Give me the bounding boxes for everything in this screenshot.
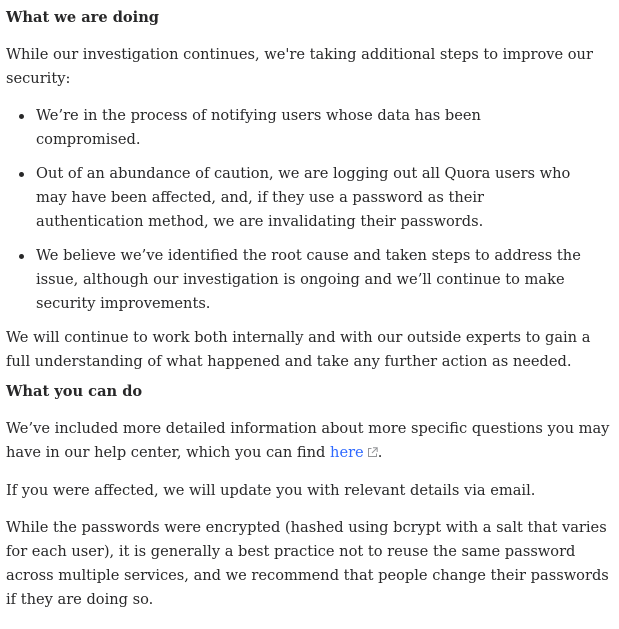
external-link-icon (367, 442, 378, 466)
help-center-paragraph (6, 417, 613, 466)
closing-paragraph: We will continue to work both internally and with our outside experts to gain a full understanding of what happened and take any further action as needed. (6, 329, 591, 370)
article-body (0, 6, 619, 612)
list-item: We believe we’ve identified the root cause and taken steps to address the issue, although our investigation is ongoing and we’ll continue to make security improvements. (36, 244, 613, 316)
help-center-link[interactable] (330, 444, 378, 461)
help-center-link-label: here (330, 444, 364, 461)
list-item: Out of an abundance of caution, we are logging out all Quora users who may have been affected, and, if they use a password as their authentication method, we are invalidating their passwords. (36, 162, 613, 234)
password-paragraph: While the passwords were encrypted (hashed using bcrypt with a salt that varies for each user), it is generally a best practice not to reuse the same password across multiple services, and we recommend that people change their passwords if they are doing so. (6, 519, 609, 608)
affected-paragraph: If you were affected, we will update you with relevant details via email. (6, 482, 536, 499)
section-heading-what-we-are-doing: What we are doing (6, 9, 160, 26)
investigation-intro: While our investigation continues, we're taking additional steps to improve our security: (6, 46, 593, 87)
section-heading-what-you-can-do: What you can do (6, 383, 143, 400)
list-item: We’re in the process of notifying users whose data has been compromised. (36, 104, 613, 152)
steps-list (6, 104, 613, 316)
help-center-text: We’ve included more detailed information about more specific questions you may have in our help center, which you can find (6, 420, 610, 461)
help-center-period: . (377, 444, 383, 461)
